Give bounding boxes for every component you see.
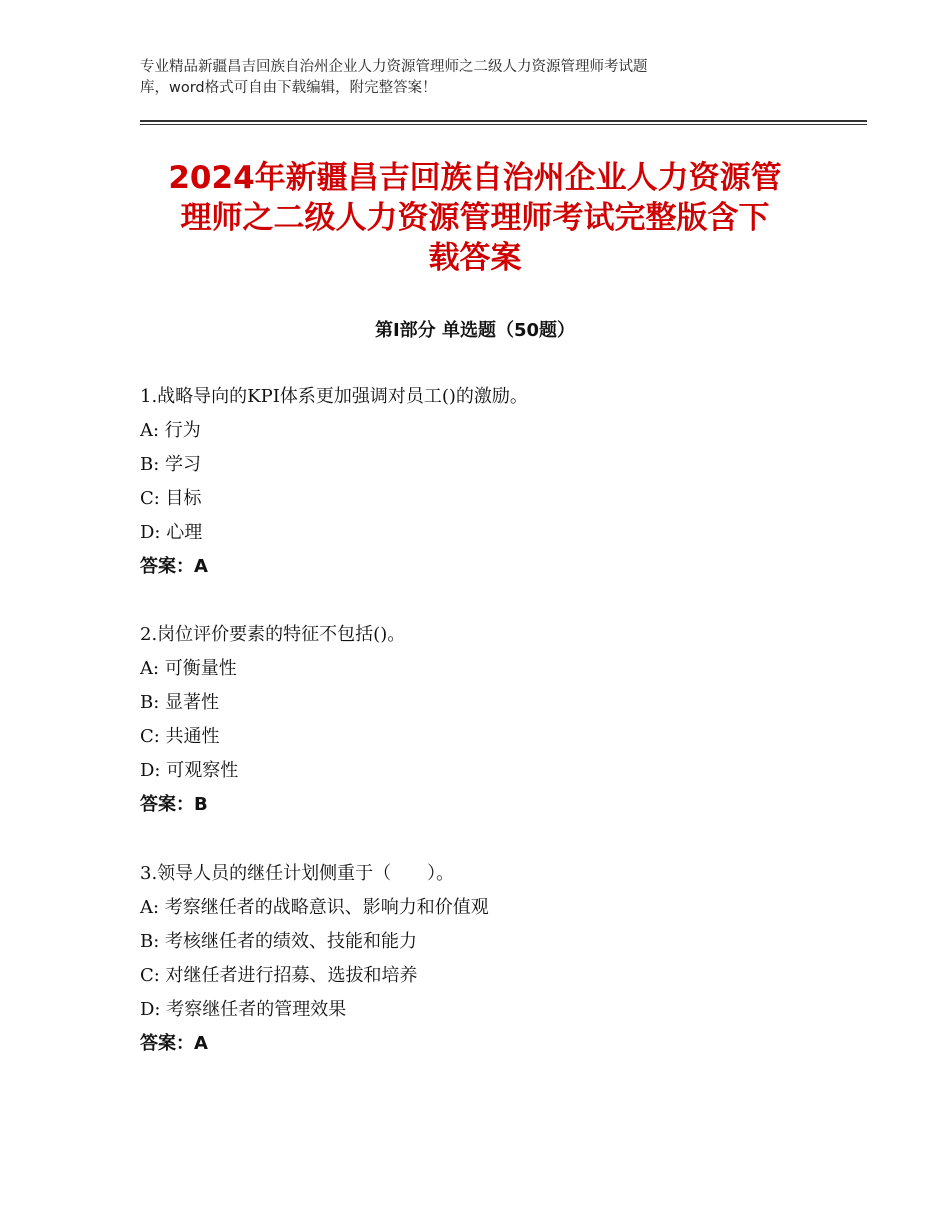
- answer: 答案：A: [140, 556, 208, 577]
- option-a: A: 行为: [140, 420, 201, 441]
- option-c: C: 对继任者进行招募、选拔和培养: [140, 965, 418, 986]
- title-line-2: 理师之二级人力资源管理师考试完整版含下: [180, 200, 770, 236]
- answer: 答案：A: [140, 1033, 208, 1054]
- answer: 答案：B: [140, 794, 208, 815]
- option-c: C: 共通性: [140, 726, 220, 747]
- header-note-line-2: 库，word格式可自由下载编辑，附完整答案！: [140, 80, 437, 96]
- question-3: [140, 857, 880, 1061]
- question-stem: 2.岗位评价要素的特征不包括()。: [140, 624, 406, 645]
- option-d: D: 考察继任者的管理效果: [140, 999, 347, 1020]
- document-title: [130, 158, 820, 278]
- option-b: B: 考核继任者的绩效、技能和能力: [140, 931, 418, 952]
- option-b: B: 学习: [140, 454, 202, 475]
- option-d: D: 心理: [140, 522, 203, 543]
- option-a: A: 可衡量性: [140, 658, 237, 679]
- option-c: C: 目标: [140, 488, 202, 509]
- section-heading: 第Ⅰ部分 单选题（50题）: [374, 320, 575, 341]
- header-divider-thick: [140, 120, 867, 122]
- title-line-1: 2024年新疆昌吉回族自治州企业人力资源管: [168, 160, 782, 196]
- header-note: [140, 57, 820, 99]
- option-a: A: 考察继任者的战略意识、影响力和价值观: [140, 897, 489, 918]
- question-stem: 1.战略导向的KPI体系更加强调对员工()的激励。: [140, 386, 528, 407]
- question-stem: 3.领导人员的继任计划侧重于（ ）。: [140, 863, 455, 884]
- question-1: [140, 380, 880, 584]
- header-divider-thin: [140, 124, 867, 125]
- option-d: D: 可观察性: [140, 760, 239, 781]
- title-line-3: 载答案: [428, 240, 522, 276]
- question-2: [140, 618, 880, 822]
- option-b: B: 显著性: [140, 692, 220, 713]
- header-note-line-1: 专业精品新疆昌吉回族自治州企业人力资源管理师之二级人力资源管理师考试题: [140, 59, 648, 75]
